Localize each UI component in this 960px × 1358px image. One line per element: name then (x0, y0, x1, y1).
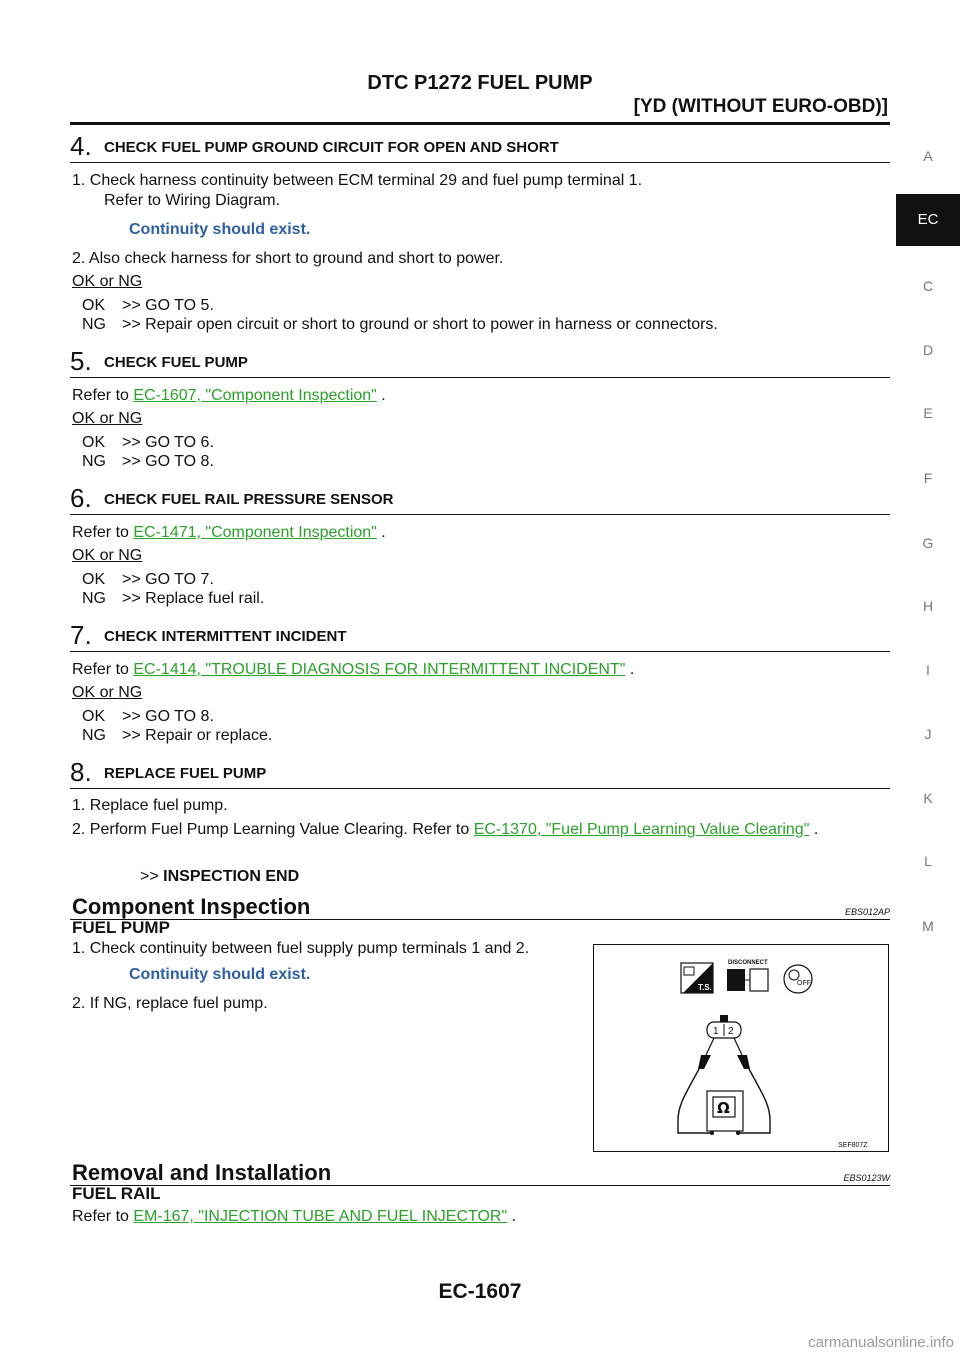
step-6-refer (72, 523, 386, 543)
step-6-ng-result (82, 589, 264, 609)
inspection-end (140, 867, 299, 887)
refer-tail: . (507, 1208, 517, 1225)
side-tab-ec[interactable]: EC (896, 194, 960, 246)
step-4-title: CHECK FUEL PUMP GROUND CIRCUIT FOR OPEN AND SHORT (104, 139, 559, 156)
step-8-title: REPLACE FUEL PUMP (104, 765, 267, 782)
side-tab-a[interactable]: A (923, 148, 933, 164)
terminal-1: 1 (713, 1026, 719, 1037)
step-7-ok-or-ng: OK or NG (72, 684, 143, 701)
ts-icon (681, 963, 713, 993)
figure-code: SEF807Z (838, 1142, 868, 1149)
side-tab-g[interactable]: G (922, 535, 934, 551)
watermark: carmanualsonline.info (808, 1334, 954, 1351)
step-7-title: CHECK INTERMITTENT INCIDENT (104, 628, 347, 645)
step-6-ok-text: >> GO TO 7. (122, 571, 214, 588)
step-4-line-2: 2. Also check harness for short to ground and short to power. (72, 250, 504, 267)
ohm-symbol: Ω (717, 1099, 730, 1117)
fuel-pump-connector (707, 1015, 741, 1038)
refer-prefix: Refer to (72, 387, 134, 404)
step-5-title: CHECK FUEL PUMP (104, 354, 248, 371)
step-7-refer (72, 660, 634, 680)
page-number: EC-1607 (438, 1280, 522, 1303)
component-line-1: 1. Check continuity between fuel supply pump terminals 1 and 2. (72, 940, 530, 957)
step-7-ng-text: >> Repair or replace. (122, 727, 273, 744)
removal-installation-rule (70, 1185, 890, 1186)
step-4-ng-result (82, 315, 718, 335)
ts-label: T.S. (698, 983, 712, 992)
side-tab-e[interactable]: E (923, 405, 933, 421)
step-4-heading (70, 132, 890, 163)
link-em-167[interactable]: EM-167, "INJECTION TUBE AND FUEL INJECTOR" (133, 1208, 508, 1225)
refer-prefix: Refer to (72, 1208, 134, 1225)
step-8-line-1: 1. Replace fuel pump. (72, 797, 228, 814)
removal-installation-title: Removal and Installation (72, 1160, 332, 1185)
step-8-line-2-text: 2. Perform Fuel Pump Learning Value Clearing. Refer to (72, 821, 474, 838)
step-5-number: 5. (70, 346, 92, 376)
ok-label: OK (82, 297, 106, 314)
end-prefix: >> (140, 868, 164, 885)
fuel-rail-subtitle: FUEL RAIL (72, 1184, 161, 1203)
ok-label: OK (82, 571, 106, 588)
page-header-subtitle: [YD (WITHOUT EURO-OBD)] (633, 96, 888, 117)
page-header-title: DTC P1272 FUEL PUMP (367, 72, 593, 94)
step-6-title: CHECK FUEL RAIL PRESSURE SENSOR (104, 491, 394, 508)
step-5-ok-or-ng: OK or NG (72, 410, 143, 427)
terminal-2: 2 (728, 1026, 734, 1037)
ok-label: OK (82, 434, 106, 451)
ohmmeter (707, 1091, 743, 1135)
ignition-off-icon (784, 965, 812, 993)
link-ec-1370[interactable]: EC-1370, "Fuel Pump Learning Value Clearing" (473, 821, 810, 838)
step-7-number: 7. (70, 620, 92, 650)
step-4-ng-text: >> Repair open circuit or short to ground or short to power in harness or connectors. (122, 316, 718, 333)
continuity-diagram (594, 945, 888, 1151)
removal-installation-code: EBS0123W (843, 1173, 890, 1183)
step-7-ng-result (82, 726, 272, 746)
step-4-spec: Continuity should exist. (129, 221, 311, 238)
step-7-ok-result (82, 707, 214, 727)
step-6-ng-text: >> Replace fuel rail. (122, 590, 265, 607)
side-tab-j[interactable]: J (924, 726, 932, 742)
step-6-ok-or-ng: OK or NG (72, 547, 143, 564)
off-label: OFF (797, 980, 811, 987)
continuity-check-figure (593, 944, 889, 1152)
link-ec-1414[interactable]: EC-1414, "TROUBLE DIAGNOSIS FOR INTERMITTENT INCIDENT" (133, 661, 626, 678)
component-inspection-code: EBS012AP (844, 907, 890, 917)
header-rule (70, 122, 890, 125)
step-5-ok-text: >> GO TO 6. (122, 434, 214, 451)
ng-label: NG (82, 316, 106, 333)
side-tab-i[interactable]: I (926, 662, 930, 678)
side-tab-l[interactable]: L (924, 853, 932, 869)
component-line-2: 2. If NG, replace fuel pump. (72, 995, 268, 1012)
link-ec-1471[interactable]: EC-1471, "Component Inspection" (133, 524, 377, 541)
side-tab-m[interactable]: M (922, 918, 934, 934)
disconnect-label: DISCONNECT (728, 960, 768, 966)
ng-label: NG (82, 590, 106, 607)
component-spec: Continuity should exist. (129, 966, 311, 983)
disconnect-icon (727, 960, 768, 991)
step-7-heading (70, 621, 890, 652)
step-4-line-1: 1. Check harness continuity between ECM terminal 29 and fuel pump terminal 1. (72, 172, 643, 189)
step-5-ok-result (82, 433, 214, 453)
side-tab-h[interactable]: H (922, 598, 934, 614)
step-4-ok-result (82, 296, 214, 316)
refer-prefix: Refer to (72, 524, 134, 541)
step-6-ok-result (82, 570, 214, 590)
refer-tail: . (625, 661, 635, 678)
step-6-heading (70, 484, 890, 515)
step-4-ok-text: >> GO TO 5. (122, 297, 214, 314)
side-tab-d[interactable]: D (922, 342, 934, 358)
step-8-number: 8. (70, 757, 92, 787)
step-7-ok-text: >> GO TO 8. (122, 708, 214, 725)
ok-label: OK (82, 708, 106, 725)
refer-prefix: Refer to (72, 661, 134, 678)
step-8-heading (70, 758, 890, 789)
component-inspection-rule (70, 919, 890, 920)
component-inspection-title: Component Inspection (72, 894, 311, 919)
step-4-ok-or-ng: OK or NG (72, 273, 143, 290)
step-8-line-2 (72, 820, 818, 840)
side-tab-f[interactable]: F (923, 470, 933, 486)
inspection-end-label: INSPECTION END (163, 868, 300, 885)
ng-label: NG (82, 727, 106, 744)
fuel-pump-subtitle: FUEL PUMP (72, 918, 170, 937)
step-5-ng-text: >> GO TO 8. (122, 453, 214, 470)
side-tab-c[interactable]: C (922, 278, 934, 294)
side-tab-k[interactable]: K (923, 790, 933, 806)
step-5-ng-result (82, 452, 214, 472)
refer-tail: . (809, 821, 819, 838)
refer-tail: . (376, 524, 386, 541)
step-4-number: 4. (70, 131, 92, 161)
step-5-heading (70, 347, 890, 378)
refer-tail: . (376, 387, 386, 404)
link-ec-1607[interactable]: EC-1607, "Component Inspection" (133, 387, 377, 404)
removal-refer (72, 1207, 516, 1227)
step-4-line-1b: Refer to Wiring Diagram. (104, 192, 281, 209)
step-5-refer (72, 386, 386, 406)
step-6-number: 6. (70, 483, 92, 513)
ng-label: NG (82, 453, 106, 470)
